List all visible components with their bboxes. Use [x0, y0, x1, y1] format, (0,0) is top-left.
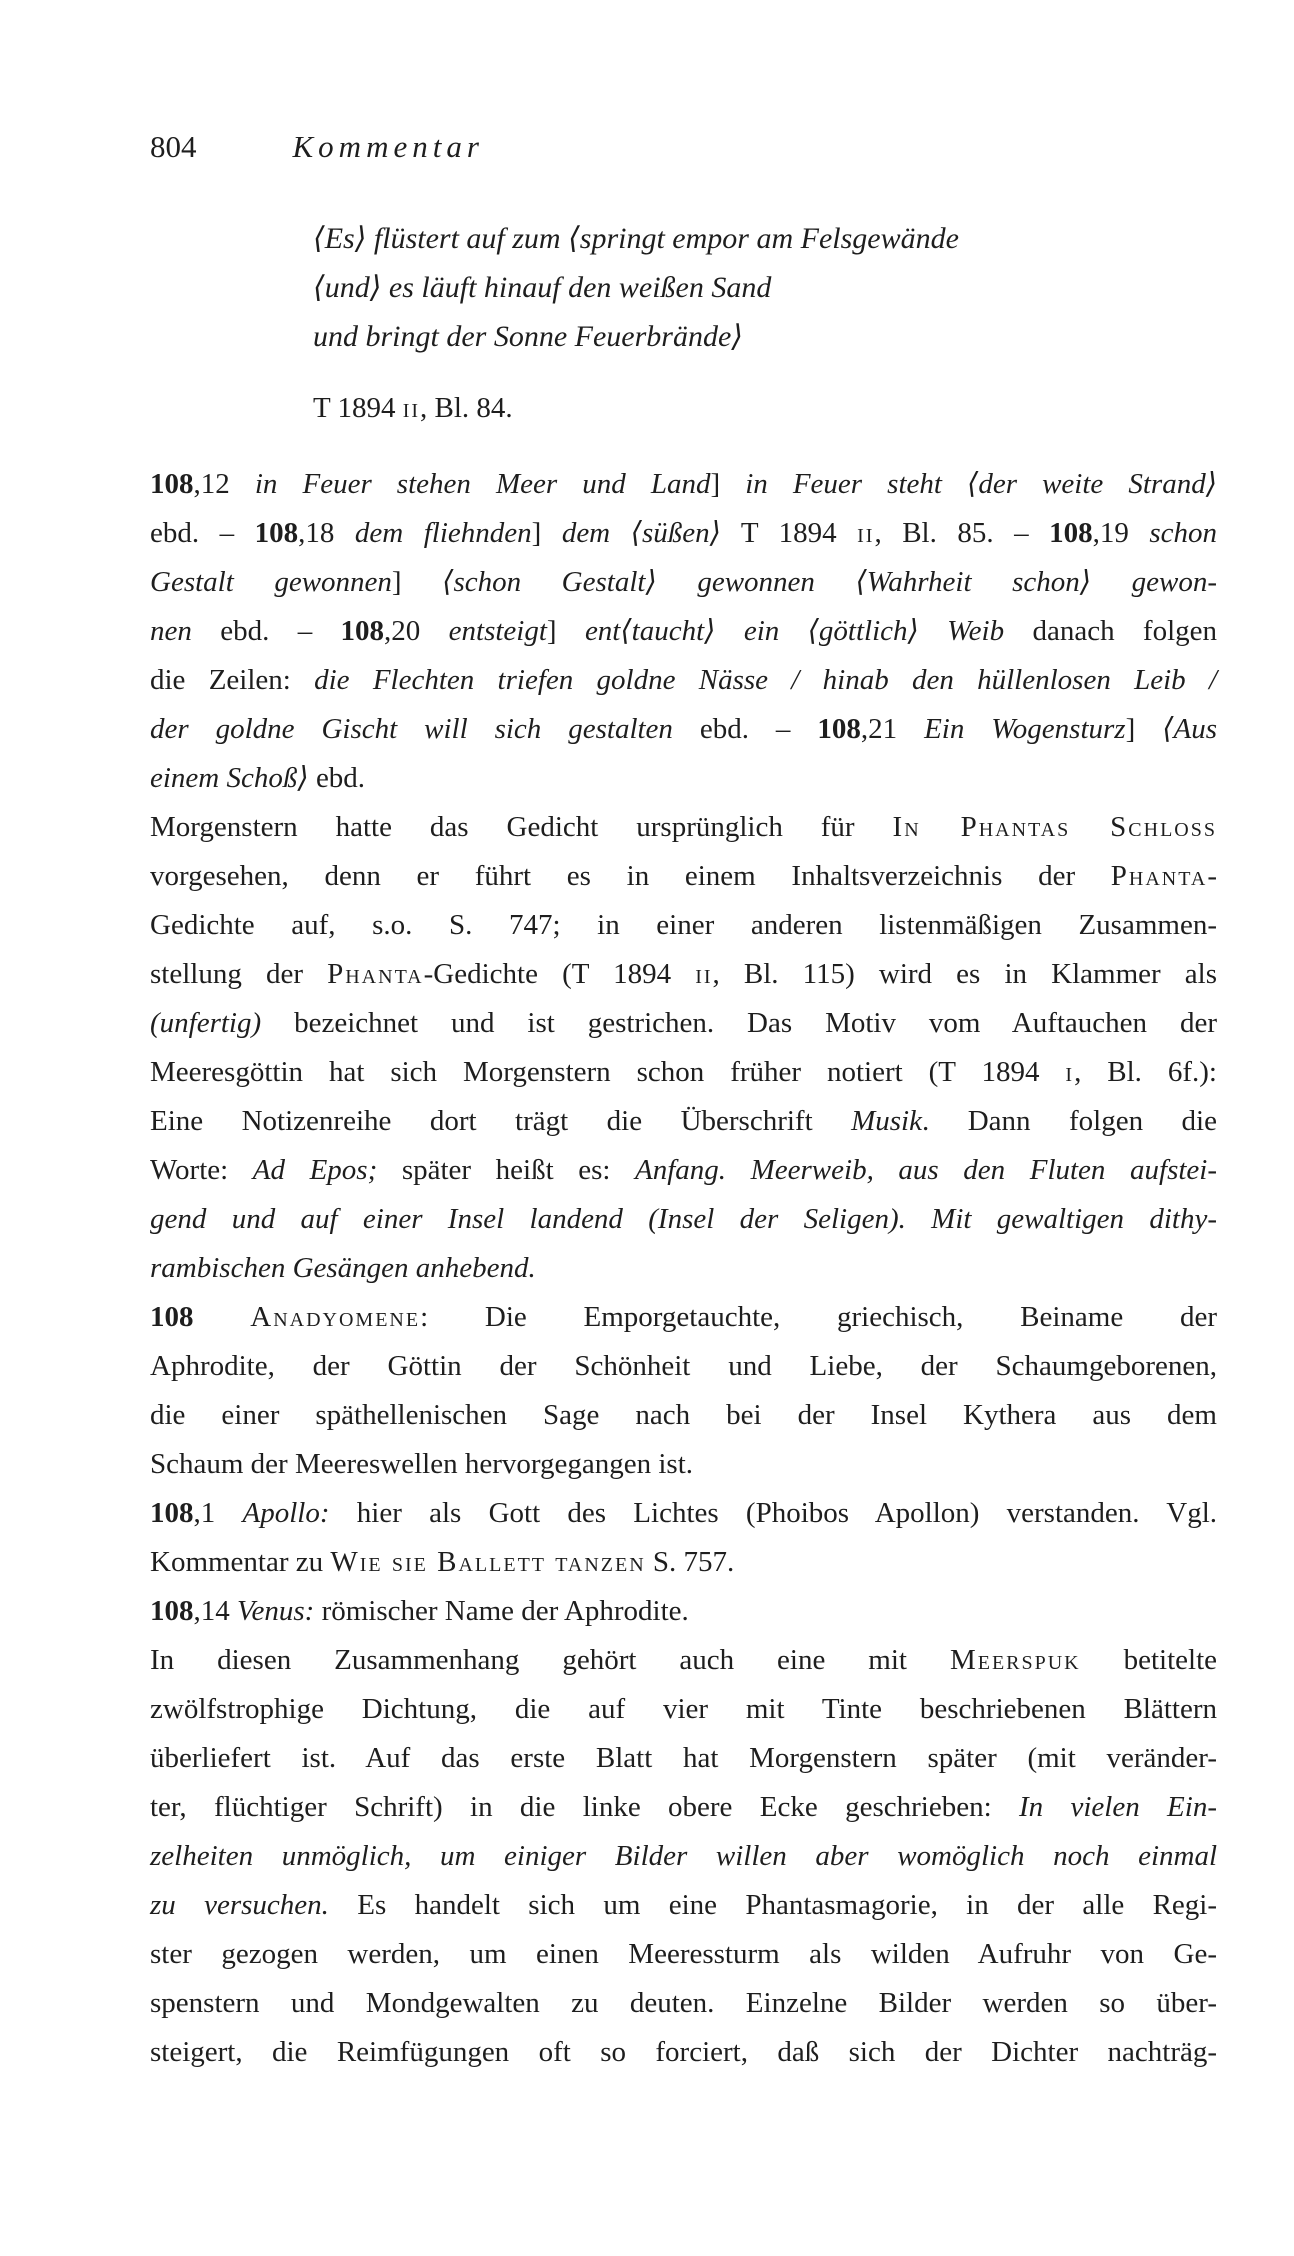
text-segment: ii — [402, 392, 421, 424]
text-segment: Aphrodite, der Göttin der Schönheit und Liebe, der Schaumgeborenen, — [150, 1350, 1217, 1382]
text-segment: Ad Epos; — [252, 1154, 378, 1186]
text-segment: Meerspuk — [949, 1644, 1081, 1676]
text-segment: gend und auf einer Insel landend (Insel der Seligen). Mit gewaltigen dithy- — [150, 1203, 1217, 1235]
text-segment: betitelte — [1080, 1644, 1217, 1676]
text-segment: zu versuchen. — [150, 1889, 329, 1921]
text-line — [150, 1636, 1217, 1685]
text-segment: Worte: — [150, 1154, 253, 1186]
text-segment: -Gedichte (T 1894 — [423, 958, 696, 990]
text-segment: - — [1207, 860, 1217, 892]
text-segment: Meeresgöttin hat sich Morgenstern schon früher notiert (T 1894 — [150, 1056, 1066, 1088]
text-segment: 108 — [150, 468, 194, 500]
text-line — [150, 1146, 1217, 1195]
text-segment: ebd. – — [672, 713, 818, 745]
text-segment: Gedichte auf, s.o. S. 747; in einer anderen listenmäßigen Zusammen- — [150, 909, 1217, 941]
text-segment — [194, 1301, 251, 1333]
text-line — [150, 852, 1217, 901]
text-segment: zwölfstrophige Dichtung, die auf vier mit Tinte beschriebenen Blättern — [150, 1693, 1217, 1725]
text-segment: ] — [710, 468, 746, 500]
text-segment: dem ⟨süßen⟩ — [561, 517, 721, 549]
text-line — [150, 558, 1217, 607]
text-segment: ebd. – — [150, 517, 255, 549]
text-line — [150, 1685, 1217, 1734]
text-line — [150, 1342, 1217, 1391]
text-segment: ] — [1125, 713, 1163, 745]
text-line — [150, 901, 1217, 950]
text-segment: einem Schoß⟩ — [150, 762, 309, 794]
text-segment: überliefert ist. Auf das erste Blatt hat Morgenstern später (mit veränder- — [150, 1742, 1217, 1774]
text-segment: ii — [857, 517, 875, 549]
text-segment: die Flechten triefen goldne Nässe / hinab den hüllenlosen Leib / — [314, 664, 1217, 696]
text-segment: vorgesehen, denn er führt es in einem Inhaltsverzeichnis der — [150, 860, 1111, 892]
text-segment: , Bl. 85. – — [874, 517, 1050, 549]
verse-block — [313, 214, 1193, 361]
text-segment: 108 — [254, 517, 299, 549]
text-line — [150, 1489, 1217, 1538]
text-segment: Anadyomene — [250, 1301, 421, 1333]
text-line — [313, 214, 1193, 263]
text-segment: ,19 — [1092, 517, 1150, 549]
text-segment: 108 — [1049, 517, 1093, 549]
text-segment: ebd. – — [191, 615, 341, 647]
text-line — [150, 705, 1217, 754]
text-segment: ii — [695, 958, 713, 990]
text-segment: ⟨schon Gestalt⟩ gewonnen ⟨Wahrheit schon⟩ gewon- — [442, 566, 1217, 598]
text-segment: 108 — [150, 1301, 194, 1333]
text-segment: die einer späthellenischen Sage nach bei der Insel Kythera aus dem — [150, 1399, 1217, 1431]
text-segment: dem fliehnden — [354, 517, 532, 549]
text-segment: i — [1065, 1056, 1075, 1088]
text-segment: Musik — [851, 1105, 922, 1137]
text-line — [150, 1930, 1217, 1979]
text-segment: ,14 — [193, 1595, 237, 1627]
text-segment: 108 — [150, 1497, 194, 1529]
text-segment: Es handelt sich um eine Phantasmagorie, in der alle Regi- — [328, 1889, 1218, 1921]
text-line — [150, 1979, 1217, 2028]
text-segment: Eine Notizenreihe dort trägt die Überschrift — [150, 1105, 852, 1137]
text-segment: , Bl. 115) wird es in Klammer als — [712, 958, 1217, 990]
text-segment: Phanta — [1110, 860, 1208, 892]
text-segment: : Die Emporgetauchte, griechisch, Beiname der — [420, 1301, 1217, 1333]
text-line — [150, 607, 1217, 656]
text-segment: ] — [391, 566, 443, 598]
text-segment: ter, flüchtiger Schrift) in die linke obere Ecke geschrieben: — [150, 1791, 1019, 1823]
text-segment: in Feuer stehen Meer und Land — [254, 468, 711, 500]
running-title: Kommentar — [292, 129, 484, 164]
text-segment: Schaum der Meereswellen hervorgegangen ist. — [150, 1448, 694, 1480]
text-segment: Phanta — [327, 958, 424, 990]
text-line — [150, 803, 1217, 852]
text-segment: 108 — [817, 713, 861, 745]
text-segment: nen — [150, 615, 192, 647]
text-segment: ⟨Es⟩ flüstert auf zum ⟨springt empor am Felsgewände — [313, 222, 959, 255]
text-segment: ,12 — [193, 468, 255, 500]
text-line — [150, 1097, 1217, 1146]
text-segment: 108 — [150, 1595, 194, 1627]
text-line — [150, 1048, 1217, 1097]
text-segment: ,1 — [193, 1497, 243, 1529]
text-segment: Ein Wogensturz — [924, 713, 1126, 745]
text-segment: später heißt es: — [377, 1154, 636, 1186]
text-segment: , Bl. 84. — [420, 392, 513, 424]
text-segment: rambischen Gesängen anhebend. — [150, 1252, 536, 1284]
text-segment: In vielen Ein- — [1018, 1791, 1217, 1823]
text-segment: schon — [1149, 517, 1218, 549]
text-segment: steigert, die Reimfügungen oft so forciert, daß sich der Dichter nachträg- — [150, 2036, 1217, 2068]
text-line — [313, 384, 1193, 433]
text-segment: ent⟨taucht⟩ ein ⟨göttlich⟩ Weib — [584, 615, 1005, 647]
text-segment: In diesen Zusammenhang gehört auch eine mit — [150, 1644, 950, 1676]
text-line — [313, 312, 1193, 361]
text-segment: die Zeilen: — [150, 664, 315, 696]
text-segment: . Dann folgen die — [921, 1105, 1217, 1137]
text-segment: Venus: — [237, 1595, 315, 1627]
text-segment: ebd. — [308, 762, 366, 794]
text-line — [150, 999, 1217, 1048]
text-line — [150, 1538, 1217, 1587]
text-line — [150, 1832, 1217, 1881]
text-line — [150, 1881, 1217, 1930]
text-segment: S. 757. — [645, 1546, 735, 1578]
text-segment: Apollo: — [242, 1497, 330, 1529]
text-segment: Anfang. Meerweib, aus den Fluten aufstei- — [635, 1154, 1217, 1186]
text-line — [150, 1293, 1217, 1342]
text-segment: zelheiten unmöglich, um einiger Bilder willen aber womöglich noch einmal — [150, 1840, 1217, 1872]
text-line — [150, 656, 1217, 705]
text-line — [150, 1440, 1217, 1489]
text-segment: T 1894 — [313, 392, 403, 424]
text-line — [313, 263, 1193, 312]
text-segment: entsteigt — [448, 615, 547, 647]
running-head — [150, 128, 484, 166]
text-segment: und bringt der Sonne Feuerbrände⟩ — [313, 320, 743, 353]
text-segment: (unfertig) — [150, 1007, 262, 1039]
text-segment: stellung der — [150, 958, 328, 990]
page-number: 804 — [150, 129, 197, 164]
text-segment: Morgenstern hatte das Gedicht ursprünglich für — [150, 811, 893, 843]
text-line — [150, 1244, 1217, 1293]
text-line — [150, 1783, 1217, 1832]
text-segment: ster gezogen werden, um einen Meeressturm als wilden Aufruhr von Ge- — [150, 1938, 1217, 1970]
text-segment: ,21 — [860, 713, 925, 745]
text-segment: römischer Name der Aphrodite. — [314, 1595, 689, 1627]
text-segment: spenstern und Mondgewalten zu deuten. Einzelne Bilder werden so über- — [150, 1987, 1217, 2019]
text-line — [150, 1587, 1217, 1636]
text-segment: hier als Gott des Lichtes (Phoibos Apollon) verstanden. Vgl. — [329, 1497, 1217, 1529]
text-line — [150, 950, 1217, 999]
text-segment: ,20 — [384, 615, 449, 647]
text-line — [150, 1391, 1217, 1440]
text-segment: danach folgen — [1004, 615, 1218, 647]
text-segment: T 1894 — [720, 517, 858, 549]
text-segment: ] — [531, 517, 562, 549]
text-segment: ⟨Aus — [1162, 713, 1218, 745]
text-line — [150, 2028, 1217, 2077]
text-segment: 108 — [340, 615, 385, 647]
text-segment: Kommentar zu — [150, 1546, 331, 1578]
text-segment: in Feuer steht ⟨der weite Strand⟩ — [745, 468, 1218, 500]
text-line — [150, 1195, 1217, 1244]
text-segment: In Phantas Schloss — [892, 811, 1217, 843]
text-segment: Wie sie Ballett tanzen — [330, 1546, 646, 1578]
text-segment: bezeichnet und ist gestrichen. Das Motiv vom Auftauchen der — [261, 1007, 1217, 1039]
text-line — [150, 754, 1217, 803]
text-line — [150, 509, 1217, 558]
text-segment: der goldne Gischt will sich gestalten — [150, 713, 673, 745]
text-segment: Gestalt gewonnen — [150, 566, 392, 598]
text-segment: ,18 — [298, 517, 355, 549]
text-segment: ⟨und⟩ es läuft hinauf den weißen Sand — [313, 271, 772, 304]
text-line — [150, 460, 1217, 509]
body-block — [150, 460, 1217, 2077]
text-segment: ] — [546, 615, 585, 647]
text-segment: , Bl. 6f.): — [1074, 1056, 1217, 1088]
text-line — [150, 1734, 1217, 1783]
source-block — [313, 384, 1193, 433]
